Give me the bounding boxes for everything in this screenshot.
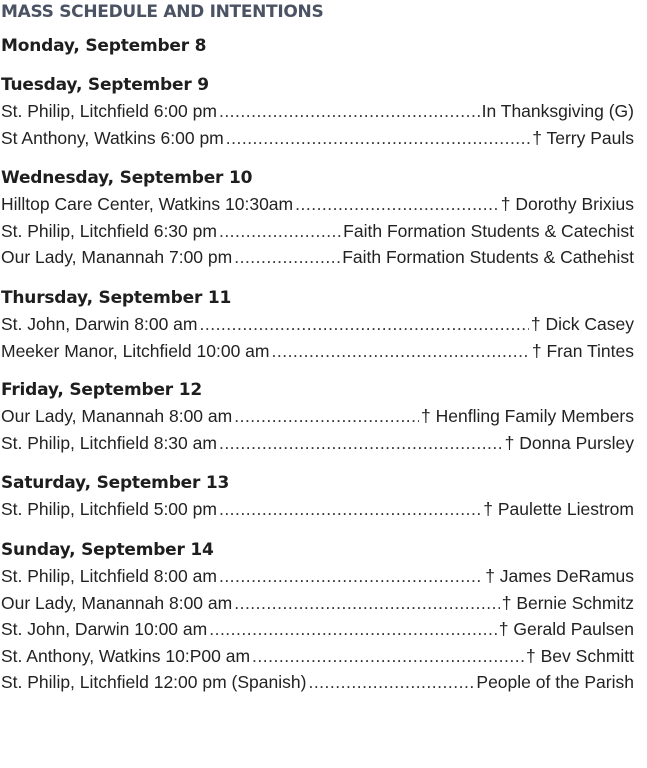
mass-location-time: St. Philip, Litchfield 12:00 pm (Spanish) xyxy=(1,672,307,692)
dot-leader xyxy=(219,98,480,125)
mass-intention: † Bev Schmitt xyxy=(526,645,634,666)
mass-intention: † Dick Casey xyxy=(530,314,634,334)
mass-intention: People of the Parish xyxy=(476,672,634,692)
mass-intention: † Bernie Schmitz xyxy=(501,592,634,613)
mass-location-time: St. Philip, Litchfield 6:00 pm xyxy=(1,101,217,121)
dot-leader xyxy=(271,338,529,365)
dot-leader xyxy=(295,191,499,218)
mass-location-time: St Anthony, Watkins 6:00 pm xyxy=(1,127,224,148)
mass-entry xyxy=(0,616,634,643)
mass-entry xyxy=(0,191,634,218)
day-title: Sunday, September 14 xyxy=(1,540,214,560)
mass-location-time: St. Philip, Litchfield 6:30 pm xyxy=(1,220,217,241)
mass-location-time: St. Philip, Litchfield 5:00 pm xyxy=(1,499,217,519)
day-sunday xyxy=(0,537,634,696)
mass-entry xyxy=(0,430,634,457)
mass-location-time: St. John, Darwin 10:00 am xyxy=(1,619,208,639)
dot-leader xyxy=(234,590,500,617)
mass-location-time: St. Philip, Litchfield 8:30 am xyxy=(1,432,217,453)
mass-intention: † Henfling Family Members xyxy=(421,406,634,426)
mass-intention: † Dorothy Brixius xyxy=(500,194,634,214)
day-title: Thursday, September 11 xyxy=(1,288,232,308)
mass-entry xyxy=(0,590,634,617)
dot-leader xyxy=(199,311,528,338)
mass-intention: Faith Formation Students & Cathehist xyxy=(342,247,634,267)
page-title: MASS SCHEDULE AND INTENTIONS xyxy=(1,2,324,22)
day-title: Monday, September 8 xyxy=(1,36,207,56)
mass-entry xyxy=(0,403,634,430)
mass-location-time: St. John, Darwin 8:00 am xyxy=(1,314,198,334)
mass-entry xyxy=(0,244,634,271)
day-tuesday xyxy=(0,72,634,151)
day-thursday xyxy=(0,285,634,364)
mass-location-time: Our Lady, Manannah 8:00 am xyxy=(1,406,233,426)
mass-location-time: Our Lady, Manannah 7:00 pm xyxy=(1,247,233,267)
day-title: Friday, September 12 xyxy=(1,380,202,400)
mass-location-time: St. Philip, Litchfield 8:00 am xyxy=(1,566,217,586)
dot-leader xyxy=(219,563,483,590)
mass-location-time: Meeker Manor, Litchfield 10:00 am xyxy=(1,340,270,361)
day-wednesday xyxy=(0,165,634,271)
day-saturday xyxy=(0,470,634,523)
day-title: Saturday, September 13 xyxy=(1,473,230,493)
dot-leader xyxy=(226,125,530,152)
day-title: Wednesday, September 10 xyxy=(1,168,253,188)
mass-intention: † Terry Pauls xyxy=(532,127,634,148)
mass-entry xyxy=(0,125,634,152)
mass-entry xyxy=(0,338,634,365)
mass-intention: In Thanksgiving (G) xyxy=(481,101,634,121)
dot-leader xyxy=(308,669,474,696)
mass-entry xyxy=(0,669,634,696)
dot-leader xyxy=(234,244,340,271)
dot-leader xyxy=(234,403,419,430)
mass-entry xyxy=(0,563,634,590)
dot-leader xyxy=(219,430,503,457)
mass-intention: † Gerald Paulsen xyxy=(498,619,634,639)
dot-leader xyxy=(219,496,481,523)
dot-leader xyxy=(252,643,524,670)
mass-entry xyxy=(0,218,634,245)
mass-entry xyxy=(0,496,634,523)
mass-location-time: Our Lady, Manannah 8:00 am xyxy=(1,592,233,613)
mass-entry xyxy=(0,643,634,670)
mass-entry xyxy=(0,311,634,338)
dot-leader xyxy=(219,218,341,245)
day-friday xyxy=(0,377,634,456)
day-monday xyxy=(0,33,634,59)
mass-location-time: St. Anthony, Watkins 10:P00 am xyxy=(1,645,251,666)
mass-location-time: Hilltop Care Center, Watkins 10:30am xyxy=(1,194,294,214)
day-title: Tuesday, September 9 xyxy=(1,75,209,95)
mass-intention: † Paulette Liestrom xyxy=(483,499,634,519)
mass-intention: † Fran Tintes xyxy=(531,340,634,361)
mass-intention: † Donna Pursley xyxy=(504,432,634,453)
dot-leader xyxy=(209,616,497,643)
mass-entry xyxy=(0,98,634,125)
mass-intention: Faith Formation Students & Catechist xyxy=(343,220,634,241)
mass-intention: † James DeRamus xyxy=(485,566,634,586)
